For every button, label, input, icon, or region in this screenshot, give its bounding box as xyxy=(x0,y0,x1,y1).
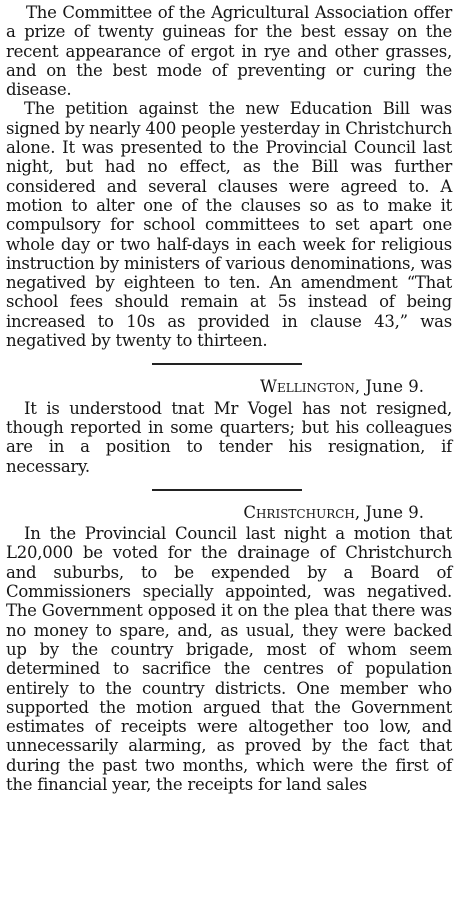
section-divider xyxy=(152,489,302,491)
christchurch-date: , June 9. xyxy=(354,502,424,522)
wellington-paragraph: It is understood tnat Mr Vogel has not resigned, though reported in some quarters; but his colleagues are in a position to tender his resignation, if necessary. xyxy=(6,398,452,476)
education-bill-paragraph: The petition against the new Education Bill was signed by nearly 400 people yesterday in Christchurch alone. It was presented to the Provincial Council last night, but had no effect, as the Bill was further considered and several clauses were agreed to. A motion to alter one of the clauses so as to make it compulsory for school committees to set apart one whole day or two half-days in each week for religious instruction by ministers of various denominations, was negatived by eighteen to ten. An amendment “That school fees should remain at 5s instead of being increased to 10s as provided in clause 43,” was negatived by twenty to thirteen. xyxy=(6,99,452,351)
christchurch-paragraph: In the Provincial Council last night a motion that L20,000 be voted for the drainage of Christchurch and suburbs, to be expended by a Board of Commissioners specially appointed, was negatived. The Government opposed it on the plea that there was no money to spare, and, as usual, they were backed up by the country brigade, most of whom seem determined to sacrifice the centres of population entirely to the country districts. One member who supported the motion argued that the Government estimates of receipts were altogether too low, and unnecessarily alarming, as proved by the fact that during the past two months, which were the first of the financial year, the receipts for land sales xyxy=(6,524,452,794)
section-divider xyxy=(152,363,302,365)
wellington-date: , June 9. xyxy=(354,377,424,397)
christchurch-place: Christchurch xyxy=(243,502,355,522)
christchurch-dateline xyxy=(0,503,454,522)
wellington-place: Wellington xyxy=(260,377,355,397)
wellington-dateline xyxy=(0,377,454,396)
ergot-prize-paragraph: The Committee of the Agricultural Association offer a prize of twenty guineas for the best essay on the recent appearance of ergot in rye and other grasses, and on the best mode of preventing or curing the disease. xyxy=(6,3,452,100)
